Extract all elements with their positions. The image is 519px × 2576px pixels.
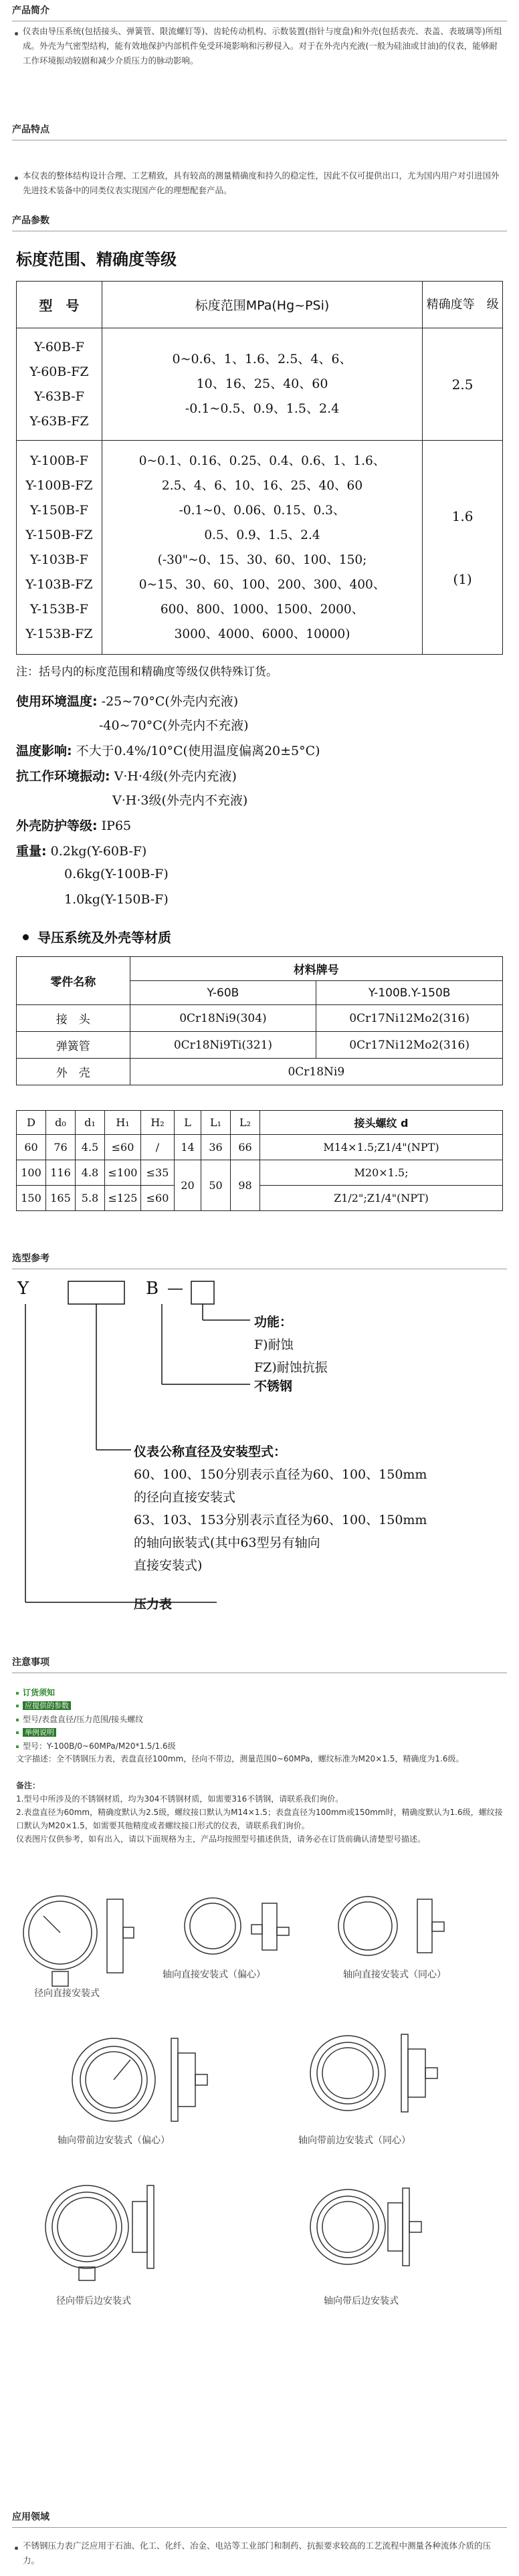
gauge-label: 压力表 — [134, 1597, 173, 1612]
col-material-header: 材料牌号 — [130, 957, 502, 981]
weight-line — [16, 841, 146, 859]
items-row — [16, 1712, 143, 1727]
dim-cell: 116 — [46, 1160, 76, 1186]
dim-cell: 150 — [17, 1186, 46, 1211]
dim-cell: ≤60 — [105, 1135, 141, 1160]
gauge-axial-front-flange-concentric-drawing — [310, 2034, 437, 2112]
bullet-dot — [15, 32, 18, 35]
col-accuracy-header: 精确度等 级 — [423, 282, 503, 328]
vibration-label: 抗工作环境振动: — [16, 769, 110, 784]
model-item: Y-103B-F — [29, 552, 88, 567]
bullet-dot — [15, 2547, 18, 2550]
gauge-radial-direct-drawing — [23, 1896, 134, 1986]
items-label-row — [16, 1699, 71, 1713]
code-letter-b: B — [146, 1279, 159, 1299]
size-line-3: 63、103、153分别表示直径为60、100、150mm — [134, 1513, 427, 1527]
dim-cell: 36 — [201, 1135, 231, 1160]
example-label: 举例说明 — [23, 1728, 56, 1737]
model-item: Y-60B-F — [33, 339, 84, 354]
temp-effect-line — [16, 741, 320, 759]
section-selection-title: 选型参考 — [12, 1253, 49, 1264]
model-item: Y-60B-FZ — [29, 364, 89, 379]
model-item: Y-63B-F — [33, 389, 84, 404]
order-label: 订货须知 — [23, 1688, 56, 1697]
dim-cell-thread: Z1/2";Z1/4"(NPT) — [260, 1186, 503, 1211]
part-name: 弹簧管 — [17, 1032, 130, 1059]
dim-cell: 20 — [175, 1160, 201, 1211]
range-line: -0.1~0.5、0.9、1.5、2.4 — [185, 401, 340, 416]
temp-effect: 不大于0.4%/10°C(使用温度偏离20±5°C) — [76, 744, 320, 758]
example-text: 型号：Y-100B/0~60MPa/M20*1.5/1.6级 — [23, 1741, 176, 1751]
weight-2: 0.6kg(Y-100B-F) — [64, 867, 169, 881]
weight-1: 0.2kg(Y-60B-F) — [50, 844, 147, 859]
bullet-dot-large — [23, 934, 29, 940]
row2-ranges — [102, 441, 422, 655]
range-table — [16, 281, 503, 655]
material-table — [16, 956, 503, 1085]
section-param-header — [12, 211, 507, 231]
range-line: -0.1~0、0.06、0.15、0.3、 — [179, 503, 346, 518]
dim-cell-thread: M20×1.5; — [260, 1160, 503, 1186]
dim-cell: 4.8 — [76, 1160, 105, 1186]
gauge-radial-rear-flange-drawing — [45, 2185, 154, 2280]
size-line-5: 直接安装式) — [134, 1558, 203, 1573]
func-f: F)耐蚀 — [254, 1337, 294, 1352]
range-line: (-30"~0、15、30、60、100、150; — [157, 552, 367, 567]
desc-text: 文字描述：全不锈钢压力表，表盘直径100mm，径向不带边，测量范围0~60MPa，螺纹标准为M20×1.5，精确度为1.6级。 — [16, 1754, 464, 1763]
dim-cell: 60 — [17, 1135, 46, 1160]
range-line: 3000、4000、6000、10000) — [174, 627, 350, 641]
weight-3: 1.0kg(Y-150B-F) — [64, 892, 169, 907]
range-line: 0~15、30、60、100、200、300、400、 — [138, 577, 386, 592]
part-name: 接 头 — [17, 1005, 130, 1032]
dim-header: d₁ — [76, 1111, 105, 1135]
example-row — [16, 1739, 176, 1753]
model-item: Y-153B-F — [29, 601, 88, 617]
dim-cell: ≤35 — [141, 1160, 175, 1186]
gauge-axial-eccentric-drawing — [185, 1898, 289, 1954]
caption-radial-direct: 径向直接安装式 — [34, 1988, 100, 1999]
row1-accuracy: 2.5 — [423, 328, 503, 441]
footnote: 注：括号内的标度范围和精确度等级仅供特殊订货。 — [16, 665, 278, 679]
dim-header: H₁ — [105, 1111, 141, 1135]
caption-front-flange-eccentric: 轴向带前边安装式（偏心） — [58, 2135, 170, 2146]
material-100: 0Cr17Ni12Mo2(316) — [316, 1032, 503, 1059]
model-item: Y-150B-FZ — [25, 527, 93, 542]
size-line-4: 的轴向嵌装式(其中63型另有轴向 — [134, 1535, 320, 1550]
range-table-heading: 标度范围、精确度等级 — [16, 250, 177, 269]
model-item: Y-150B-F — [29, 502, 88, 518]
material-60: 0Cr18Ni9Ti(321) — [130, 1032, 316, 1059]
size-line-2: 的径向直接安装式 — [134, 1490, 236, 1505]
installation-drawings — [13, 1852, 508, 2321]
vibration-2: V·H·3级(外壳内不充液) — [112, 793, 248, 808]
accuracy-a: 1.6 — [451, 508, 474, 524]
caption-axial-eccentric: 轴向直接安装式（偏心） — [163, 1969, 266, 1980]
caption-front-flange-concentric: 轴向带前边安装式（同心） — [298, 2135, 411, 2146]
part-name: 外 壳 — [17, 1059, 130, 1085]
code-box-function — [191, 1281, 214, 1304]
items-text: 型号/表盘直径/压力范围/接头螺纹 — [23, 1715, 144, 1724]
sub-header-60: Y-60B — [130, 981, 316, 1005]
steel-label: 不锈钢 — [254, 1379, 293, 1394]
dim-cell: ≤100 — [105, 1160, 141, 1186]
section-intro-header — [12, 1, 507, 21]
feature-paragraph: 本仪表的整体结构设计合理、工艺精致，具有较高的测量精确度和持久的稳定性，因此不仅可提供出口，尤为国内用户对引进国外先进技术装备中的同类仪表实现国产化的理想配套产品。 — [23, 171, 500, 195]
func-label: 功能： — [254, 1315, 293, 1329]
section-feature-header — [12, 120, 507, 140]
model-item: Y-100B-F — [29, 453, 88, 468]
gauge-axial-rear-flange-drawing — [310, 2188, 421, 2266]
dim-cell: 50 — [201, 1160, 231, 1211]
size-line-1: 60、100、150分别表示直径为60、100、150mm — [134, 1467, 427, 1482]
note-1: 1.型号中所涉及的不锈钢材质，均为304不锈钢材质，如需要316不锈钢，请联系我们询价。 — [16, 1794, 344, 1804]
weight-label: 重量: — [16, 844, 47, 859]
material-heading: 导压系统及外壳等材质 — [37, 930, 171, 946]
range-line: 10、16、25、40、60 — [196, 377, 328, 391]
col-model-header: 型 号 — [17, 282, 102, 328]
dim-cell: 100 — [17, 1160, 46, 1186]
col-part-header: 零件名称 — [17, 957, 130, 1005]
bullet-dot — [15, 177, 18, 180]
func-fz: FZ)耐蚀抗振 — [254, 1360, 328, 1375]
code-letter-y: Y — [17, 1279, 29, 1299]
range-line: 0~0.1、0.16、0.25、0.4、0.6、1、1.6、 — [138, 453, 386, 468]
model-item: Y-103B-FZ — [25, 576, 93, 592]
dim-header: d₀ — [46, 1111, 76, 1135]
section-param-title: 产品参数 — [12, 215, 49, 226]
material-100: 0Cr17Ni12Mo2(316) — [316, 1005, 503, 1032]
env-temp-line — [16, 691, 238, 710]
section-feature-title: 产品特点 — [12, 124, 49, 135]
caption-radial-rear-flange: 径向带后边安装式 — [56, 2296, 131, 2306]
protection-label: 外壳防护等级: — [16, 819, 98, 833]
example-label-row — [16, 1725, 56, 1740]
sub-header-100: Y-100B.Y-150B — [316, 981, 503, 1005]
dim-header: D — [17, 1111, 46, 1135]
temp-effect-label: 温度影响: — [16, 744, 72, 758]
caption-axial-concentric: 轴向直接安装式（同心） — [343, 1969, 446, 1980]
env-temp-2: -40~70°C(外壳内不充液) — [99, 718, 249, 733]
range-line: 0.5、0.9、1.5、2.4 — [204, 528, 320, 542]
dim-cell-thread: M14×1.5;Z1/4"(NPT) — [260, 1135, 503, 1160]
model-item: Y-100B-FZ — [25, 477, 93, 493]
material-60: 0Cr18Ni9(304) — [130, 1005, 316, 1032]
dim-cell: 66 — [231, 1135, 260, 1160]
col-range-header: 标度范围MPa(Hg~PSi) — [102, 282, 422, 328]
vibration-line — [16, 766, 237, 784]
gauge-axial-front-flange-eccentric-drawing — [72, 2038, 207, 2121]
dim-cell: 5.8 — [76, 1186, 105, 1211]
order-label-row — [16, 1685, 55, 1700]
dim-cell: 165 — [46, 1186, 76, 1211]
section-application-header — [12, 2508, 507, 2528]
gauge-axial-concentric-drawing — [338, 1897, 444, 1955]
accuracy-b: (1) — [453, 570, 472, 587]
note-2: 2.表盘直径为60mm，精确度默认为2.5级，螺纹接口默认为M14×1.5；表盘直径为100mm或150mm时，精确度默认为1.6级，螺纹接口默认为M20×1.5，如需要其他精度或者螺纹接口形式的仪表，请联系我们询价。 — [16, 1808, 503, 1830]
section-attention-title: 注意事项 — [12, 1657, 49, 1668]
dim-header: L — [175, 1111, 201, 1135]
dim-cell: 14 — [175, 1135, 201, 1160]
section-selection-header — [12, 1249, 507, 1269]
code-box-size — [68, 1281, 124, 1304]
env-temp-label: 使用环境温度: — [16, 694, 98, 709]
dim-cell: ≤125 — [105, 1186, 141, 1211]
row1-models — [17, 328, 102, 441]
dim-header: H₂ — [141, 1111, 175, 1135]
code-dash: — — [167, 1279, 183, 1297]
section-application-title: 应用领域 — [12, 2512, 49, 2523]
model-item: Y-63B-FZ — [29, 413, 89, 429]
dim-header-thread: 接头螺纹 d — [260, 1111, 503, 1135]
vibration-1: V·H·4级(外壳内充液) — [114, 769, 237, 784]
dim-cell: 98 — [231, 1160, 260, 1211]
application-paragraph: 不锈钢压力表广泛应用于石油、化工、化纤、冶金、电站等工业部门和制药、抗振要求较高的工艺流程中测量各种流体介质的压力。 — [23, 2541, 492, 2565]
env-temp-1: -25~70°C(外壳内充液) — [101, 694, 239, 709]
note-title: 备注： — [16, 1781, 41, 1790]
section-intro-title: 产品简介 — [12, 5, 49, 16]
protection-line — [16, 816, 131, 834]
range-line: 0~0.6、1、1.6、2.5、4、6、 — [172, 352, 352, 366]
section-attention-header — [12, 1653, 507, 1673]
model-item: Y-153B-FZ — [25, 626, 93, 641]
dim-header: L₁ — [201, 1111, 231, 1135]
caption-axial-rear-flange: 轴向带后边安装式 — [324, 2296, 399, 2306]
row1-ranges — [102, 328, 422, 441]
dimension-table — [16, 1110, 503, 1211]
range-line: 2.5、4、6、10、16、25、40、60 — [161, 478, 363, 493]
row2-accuracy — [423, 441, 503, 655]
range-line: 600、800、1000、1500、2000、 — [160, 602, 365, 617]
dim-cell: ≤60 — [141, 1186, 175, 1211]
dim-cell: 4.5 — [76, 1135, 105, 1160]
dim-cell: / — [141, 1135, 175, 1160]
items-label: 应提供的参数 — [23, 1701, 71, 1710]
row2-models — [17, 441, 102, 655]
intro-paragraph: 仪表由导压系统(包括接头、弹簧管、限流螺钉等)、齿轮传动机构、示数装置(指针与度盘)和外壳(包括表壳、表盖、表玻璃等)所组成。外壳为气密型结构，能有效地保护内部机件免受环境影响和污秽侵入。对于在外壳内充液(一般为硅油或甘油)的仪表，能够耐工作环境振动较剧和减少介质压力的脉动影响。 — [23, 26, 502, 66]
dim-header: L₂ — [231, 1111, 260, 1135]
material-merged: 0Cr18Ni9 — [130, 1059, 502, 1085]
dim-cell: 76 — [46, 1135, 76, 1160]
protection-value: IP65 — [101, 819, 132, 833]
note-3: 仪表图片仅供参考，如有出入，请以下面规格为主，产品均按照型号描述供货，请务必在订货前确认清楚型号描述。 — [16, 1834, 426, 1844]
size-label: 仪表公称直径及安装型式： — [134, 1444, 287, 1459]
